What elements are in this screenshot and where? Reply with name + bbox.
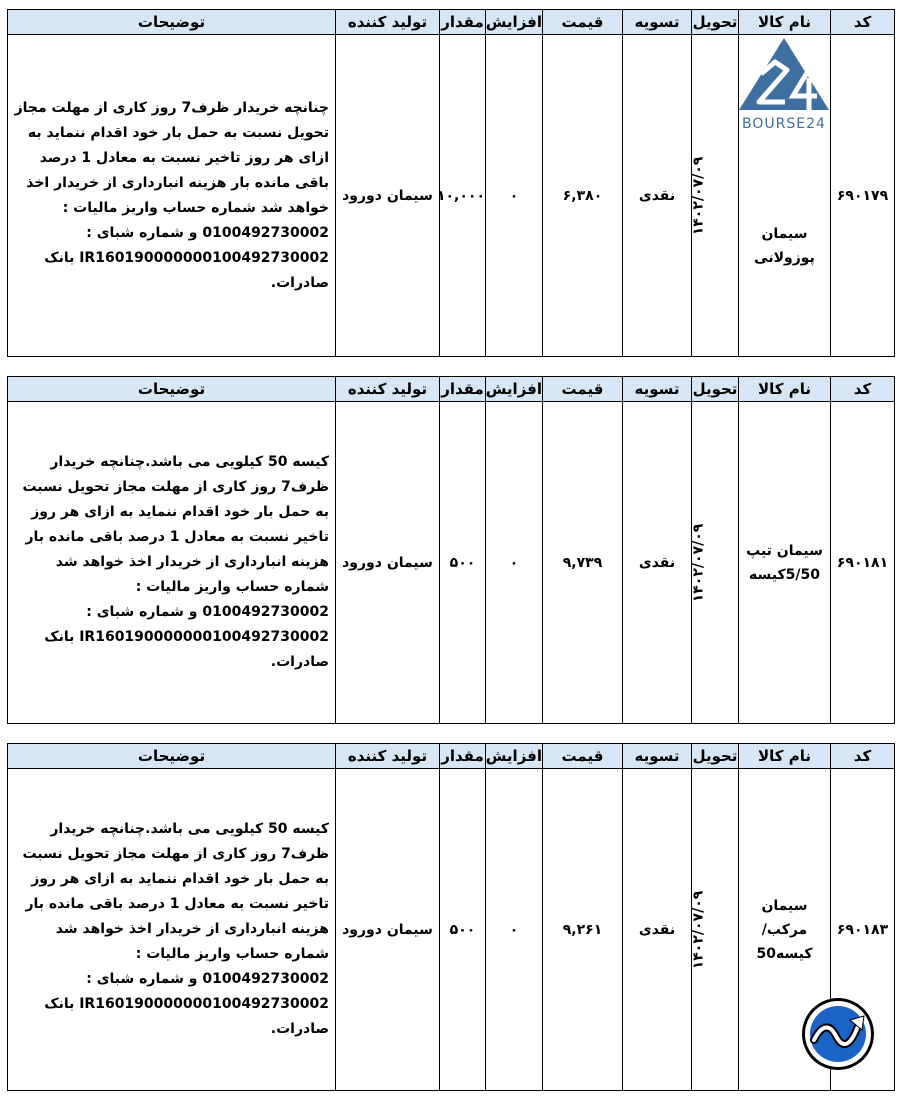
header-product: نام کالا [739,377,831,402]
header-delivery: تحویل [692,377,739,402]
delivery-date: ۱۴۰۲/۰۷/۰۹ [690,523,707,602]
table-header-row [8,744,895,769]
delivery-date: ۱۴۰۲/۰۷/۰۹ [690,156,707,235]
header-price: قیمت [543,377,623,402]
cell-increase: ۰ [486,35,543,357]
header-description: توضیحات [8,744,336,769]
table-header-row [8,10,895,35]
cell-product: سیمان مرکب/کیسه50 [739,769,831,1091]
cell-delivery [692,402,739,724]
header-quantity: مقدار [440,744,486,769]
bourse24-logo-text: BOURSE24 [742,116,826,132]
header-product: نام کالا [739,10,831,35]
header-code: کد [831,377,895,402]
cell-price: ۹,۲۶۱ [543,769,623,1091]
header-producer: تولید کننده [336,10,440,35]
cell-increase: ۰ [486,402,543,724]
header-delivery: تحویل [692,10,739,35]
header-producer: تولید کننده [336,744,440,769]
cell-producer: سیمان دورود [336,769,440,1091]
bourse24-logo-mark [737,36,832,132]
cell-delivery [692,35,739,357]
cell-quantity: ۵۰۰ [440,402,486,724]
header-quantity: مقدار [440,377,486,402]
circle-brand-logo [800,996,876,1072]
header-producer: تولید کننده [336,377,440,402]
cell-quantity: ۵۰۰ [440,769,486,1091]
cell-price: ۹,۷۳۹ [543,402,623,724]
cell-increase: ۰ [486,769,543,1091]
header-code: کد [831,744,895,769]
header-increase: افزایش [486,10,543,35]
cell-description: کیسه 50 کیلویی می باشد.چنانچه خریدار ظرف7 روز کاری از مهلت مجاز تحویل نسبت به حمل بار خود اقدام ننماید به ازای هر روز تاخیر نسبت به معادل 1 درصد باقی مانده بار هزینه انبارداری از خریدار اخذ خواهد شد شماره حساب واریز مالیات : 0100492730002 و شماره شبای : IR160190000000100492730002 بانک صادرات. [8,402,336,724]
header-product: نام کالا [739,744,831,769]
trend-arrow-icon [800,996,876,1072]
offer-table-3 [7,743,895,1091]
header-quantity: مقدار [440,10,486,35]
cell-quantity: ۱۰,۰۰۰ [440,35,486,357]
cell-settlement: نقدی [623,35,692,357]
cell-product: سیمان تیپ 5/50کیسه [739,402,831,724]
cell-delivery [692,769,739,1091]
header-increase: افزایش [486,744,543,769]
cell-producer: سیمان دورود [336,35,440,357]
header-description: توضیحات [8,377,336,402]
header-settlement: تسویه [623,10,692,35]
cell-producer: سیمان دورود [336,402,440,724]
header-price: قیمت [543,10,623,35]
header-delivery: تحویل [692,744,739,769]
header-price: قیمت [543,744,623,769]
cell-settlement: نقدی [623,402,692,724]
table-row [8,769,895,1091]
product-name: سیمان پوزولانی [754,225,815,266]
offer-table-2 [7,376,895,724]
cell-code: ۶۹۰۱۷۹ [831,35,895,357]
header-settlement: تسویه [623,744,692,769]
header-description: توضیحات [8,10,336,35]
bourse24-logo [737,36,832,132]
table-row [8,402,895,724]
table-header-row [8,377,895,402]
cell-price: ۶,۳۸۰ [543,35,623,357]
delivery-date: ۱۴۰۲/۰۷/۰۹ [690,890,707,969]
cell-description: کیسه 50 کیلویی می باشد.چنانچه خریدار ظرف7 روز کاری از مهلت مجاز تحویل نسبت به حمل بار خود اقدام ننماید به ازای هر روز تاخیر نسبت به معادل 1 درصد باقی مانده بار هزینه انبارداری از خریدار اخذ خواهد شد شماره حساب واریز مالیات : 0100492730002 و شماره شبای : IR160190000000100492730002 بانک صادرات. [8,769,336,1091]
cell-code: ۶۹۰۱۸۱ [831,402,895,724]
cell-code: ۶۹۰۱۸۳ [831,769,895,1091]
cell-settlement: نقدی [623,769,692,1091]
header-increase: افزایش [486,377,543,402]
cell-description: چنانچه خریدار ظرف7 روز کاری از مهلت مجاز تحویل نسبت به حمل بار خود اقدام ننماید به ازای هر روز تاخیر نسبت به معادل 1 درصد باقی مانده بار هزینه انبارداری از خریدار اخذ خواهد شد شماره حساب واریز مالیات : 0100492730002 و شماره شبای : IR160190000000100492730002 بانک صادرات. [8,35,336,357]
header-settlement: تسویه [623,377,692,402]
header-code: کد [831,10,895,35]
